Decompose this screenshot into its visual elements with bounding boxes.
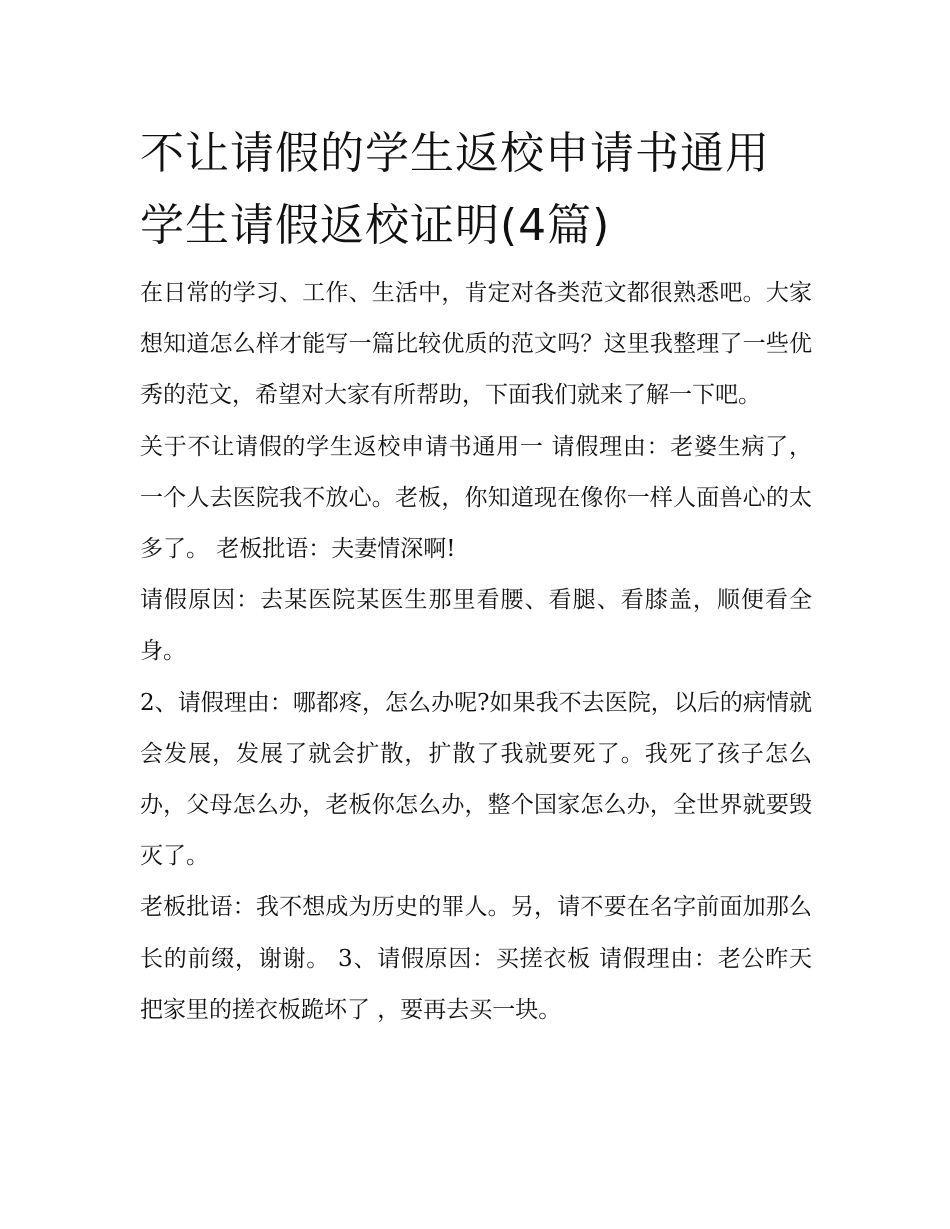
document-title: 不让请假的学生返校申请书通用 学生请假返校证明(4篇) — [140, 128, 770, 251]
paragraph-intro: 在日常的学习、工作、生活中，肯定对各类范文都很熟悉吧。大家想知道怎么样才能写一篇比较优质的范文吗？这里我整理了一些优秀的范文，希望对大家有所帮助，下面我们就来了解一下吧。 — [140, 280, 812, 409]
paragraph-reason-2: 2、请假理由：哪都疼，怎么办呢?如果我不去医院，以后的病情就会发展，发展了就会扩散，扩散了我就要死了。我死了孩子怎么办，父母怎么办，老板你怎么办，整个国家怎么办，全世界就要毁灭了。 — [140, 689, 812, 870]
paragraph-reason-1-cause: 请假原因：去某医院某医生那里看腰、看腿、看膝盖，顺便看全身。 — [140, 587, 812, 665]
paragraph-reason-1: 关于不让请假的学生返校申请书通用一 请假理由：老婆生病了，一个人去医院我不放心。老板，你知道现在像你一样人面兽心的太多了。 老板批语：夫妻情深啊! — [140, 433, 812, 563]
paragraph-reason-3: 老板批语：我不想成为历史的罪人。另，请不要在名字前面加那么长的前缀，谢谢。 3、请假原因：买搓衣板 请假理由：老公昨天把家里的搓衣板跪坏了 ，要再去买一块。 — [140, 894, 812, 1023]
document-body — [140, 118, 812, 1036]
